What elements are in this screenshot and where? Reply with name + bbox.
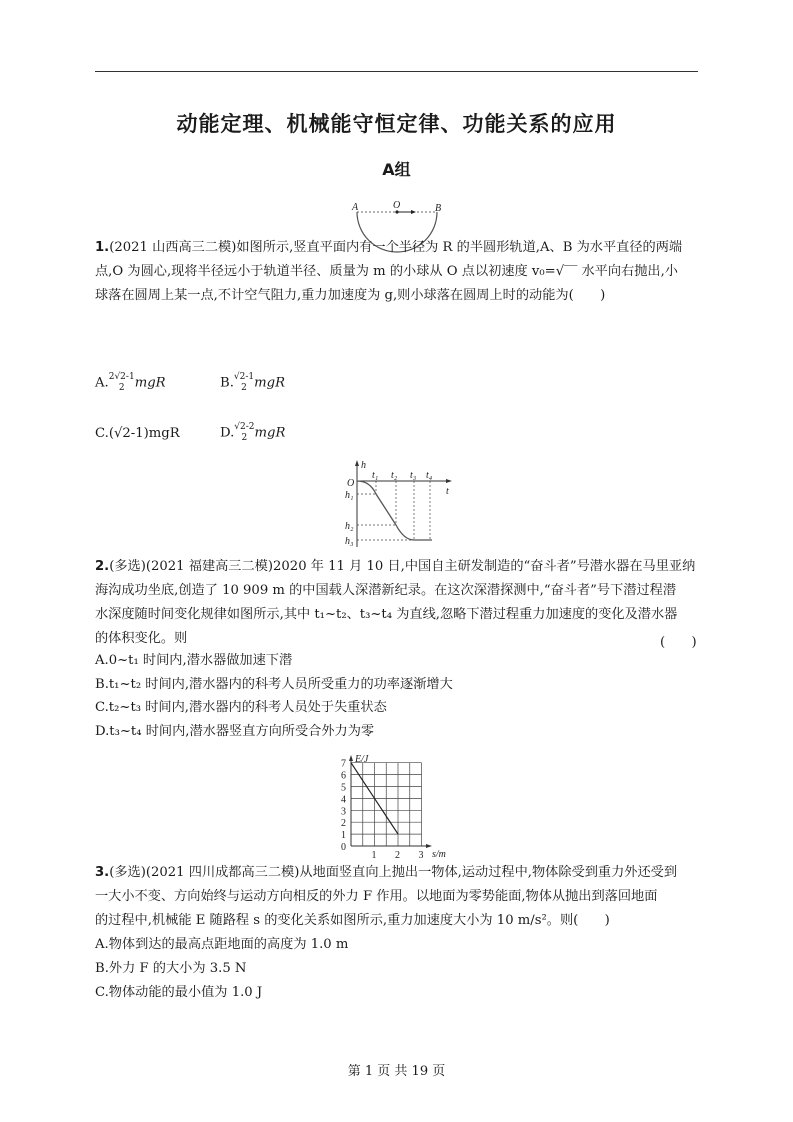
q3-option-a[interactable]: A.物体到达的最高点距地面的高度为 1.0 m xyxy=(95,937,349,952)
q1-option-d[interactable] xyxy=(220,422,285,444)
label-B: B xyxy=(435,203,442,214)
q2-line-2: 海沟成功坐底,创造了 10 909 m 的中国载人深潜新纪录。在这次深潜探测中,“奋斗者”号下潜过程潜 xyxy=(95,583,677,598)
y-tick-label: 1 xyxy=(341,830,346,842)
q3-line-1 xyxy=(95,863,677,883)
q1-source: (2021 山西高三二模) xyxy=(109,240,237,255)
q1-line-2: 点,O 为圆心,现将半径远小于轨道半径、质量为 m 的小球从 O 点以初速度 v₀=√‾‾ 水平向右抛出,小 xyxy=(95,264,678,279)
q1-option-b[interactable] xyxy=(220,372,285,394)
q1-line-1 xyxy=(95,238,682,258)
q2-line-4: 的体积变化。则 xyxy=(95,631,188,646)
axis-label-h: h xyxy=(361,460,366,471)
axis-label-t: t xyxy=(446,486,449,497)
q1-text: 如图所示,竖直平面内有一个半径为 R 的半圆形轨道,A、B 为水平直径的两端 xyxy=(236,240,683,255)
q2-line-1 xyxy=(95,557,695,577)
page-footer: 第 1 页 共 19 页 xyxy=(347,1064,446,1079)
label-O: O xyxy=(393,200,401,211)
group-heading: A组 xyxy=(382,160,411,179)
option-label: B. xyxy=(220,375,234,391)
q2-option-d[interactable]: D.t₃~t₄ 时间内,潜水器竖直方向所受合外力为零 xyxy=(95,724,375,739)
q2-option-c[interactable]: C.t₂~t₃ 时间内,潜水器内的科考人员处于失重状态 xyxy=(95,700,387,715)
denominator: 2 xyxy=(241,383,247,393)
x-tick-label: 2 xyxy=(395,850,400,861)
option-tail: mgR xyxy=(134,375,166,391)
q2-option-b[interactable]: B.t₁~t₂ 时间内,潜水器内的科考人员所受重力的功率逐渐增大 xyxy=(95,677,453,692)
q3-source: (多选)(2021 四川成都高三二模) xyxy=(109,865,300,880)
y-axis-label: E/J xyxy=(355,754,369,765)
q2-answer-bracket: ( ) xyxy=(660,635,697,650)
y-tick-label: 7 xyxy=(341,758,346,770)
q2-source: (多选)(2021 福建高三二模) xyxy=(109,559,274,574)
tick-t2: t₂ xyxy=(391,470,398,481)
option-tail: mgR xyxy=(254,425,286,441)
x-tick-label: 1 xyxy=(371,850,377,861)
denominator: 2 xyxy=(118,383,125,393)
option-text: (√2-1)mgR xyxy=(108,426,180,441)
y-tick-label: 0 xyxy=(341,842,346,853)
tick-h1: h₁ xyxy=(345,490,354,501)
origin-label: O xyxy=(347,478,355,489)
option-label: C. xyxy=(95,426,109,441)
q3-line-3: 的过程中,机械能 E 随路程 s 的变化关系如图所示,重力加速度大小为 10 m/s²。则( ) xyxy=(95,913,610,928)
q3-line-2: 一大小不变、方向始终与运动方向相反的外力 F 作用。以地面为零势能面,物体从抛出到落回地面 xyxy=(95,889,658,904)
tick-t3: t₃ xyxy=(410,470,417,481)
numerator: 2√2-1 xyxy=(108,372,135,382)
q3-option-c[interactable]: C.物体动能的最小值为 1.0 J xyxy=(95,985,263,1000)
numerator: √2-1 xyxy=(233,372,255,382)
q1-option-c[interactable] xyxy=(95,424,180,444)
q2-text: 2020 年 11 月 10 日,中国自主研发制造的“奋斗者”号潜水器在马里亚纳 xyxy=(273,559,696,574)
q1-number: 1. xyxy=(95,240,110,255)
q3-text: 从地面竖直向上抛出一物体,运动过程中,物体除受到重力外还受到 xyxy=(299,865,678,880)
q1-option-a[interactable] xyxy=(95,372,166,394)
q3-number: 3. xyxy=(95,865,110,880)
x-tick-label: 3 xyxy=(418,850,424,861)
q1-line-3: 球落在圆周上某一点,不计空气阻力,重力加速度为 g,则小球落在圆周上时的动能为( ) xyxy=(95,288,606,303)
q2-number: 2. xyxy=(95,559,110,574)
y-tick-label: 4 xyxy=(341,794,346,806)
tick-h3: h₃ xyxy=(345,536,354,547)
y-tick-label: 5 xyxy=(341,782,346,794)
denominator: 2 xyxy=(241,433,248,443)
y-tick-label: 2 xyxy=(341,818,346,830)
q2-line-3: 水深度随时间变化规律如图所示,其中 t₁~t₂、t₃~t₄ 为直线,忽略下潜过程重力加速度的变化及潜水器 xyxy=(95,607,678,622)
y-tick-label: 3 xyxy=(341,806,346,818)
option-label: D. xyxy=(220,425,235,441)
numerator: √2-2 xyxy=(234,422,255,432)
tick-h2: h₂ xyxy=(345,521,354,532)
header-rule xyxy=(95,71,698,72)
tick-t4: t₄ xyxy=(426,470,433,481)
q2-option-a[interactable]: A.0~t₁ 时间内,潜水器做加速下潜 xyxy=(95,653,293,668)
option-tail: mgR xyxy=(254,375,286,391)
option-label: A. xyxy=(95,375,109,391)
label-A: A xyxy=(352,202,359,213)
x-axis-label: s/m xyxy=(432,849,446,860)
y-tick-label: 6 xyxy=(341,770,346,782)
page-title: 动能定理、机械能守恒定律、功能关系的应用 xyxy=(176,112,617,136)
q3-option-b[interactable]: B.外力 F 的大小为 3.5 N xyxy=(95,961,247,976)
tick-t1: t₁ xyxy=(372,470,379,481)
